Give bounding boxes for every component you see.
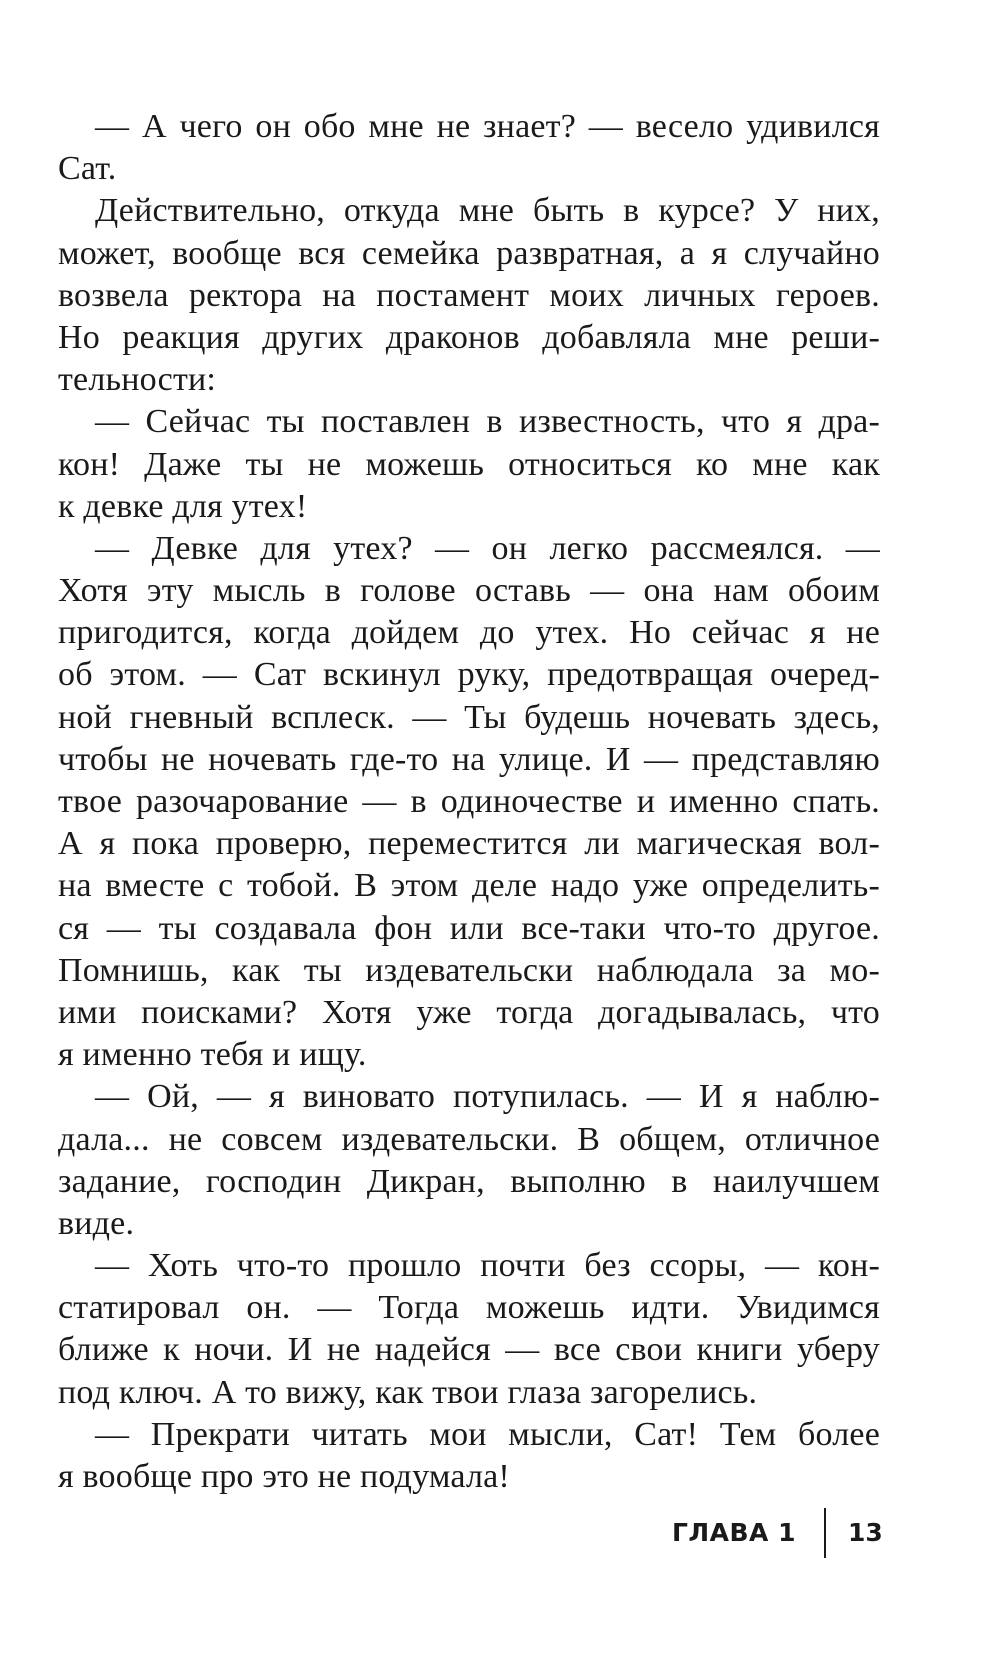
page-footer: [0, 1508, 1000, 1560]
text-line: Действительно, откуда мне быть в курсе? У них,: [95, 192, 880, 230]
body-text: [58, 106, 880, 1498]
footer-divider: [824, 1508, 826, 1558]
text-line: к девке для утех!: [58, 487, 308, 525]
text-line: тельности:: [58, 361, 217, 399]
text-line: об этом. — Сат вскинул руку, предотвращая очеред-: [58, 656, 880, 694]
text-line: возвела ректора на постамент моих личных героев.: [58, 276, 880, 314]
paragraph: [58, 401, 880, 528]
text-line: — Ой, — я виновато потупилась. — И я наблю-: [95, 1078, 880, 1116]
text-line: — Девке для утех? — он легко рассмеялся. —: [95, 529, 880, 567]
text-line: ся — ты создавала фон или все-таки что-то другое.: [58, 909, 880, 947]
text-line: твое разочарование — в одиночестве и именно спать.: [58, 783, 880, 820]
text-line: я вообще про это не подумала!: [58, 1458, 510, 1495]
text-line: Сат.: [58, 150, 117, 188]
text-line: ими поисками? Хотя уже тогда догадывалась, что: [58, 993, 880, 1031]
text-line: виде.: [58, 1204, 135, 1242]
paragraph: [58, 1076, 880, 1245]
text-line: Но реакция других драконов добавляла мне реши-: [58, 318, 880, 356]
text-line: — Хоть что-то прошло почти без ссоры, — кон-: [95, 1247, 880, 1285]
text-line: на вместе с тобой. В этом деле надо уже определить-: [58, 867, 880, 905]
paragraph: [58, 1414, 880, 1498]
paragraph: [58, 106, 880, 190]
text-line: дала... не совсем издевательски. В общем, отличное: [58, 1120, 880, 1158]
text-line: — Прекрати читать мои мысли, Сат! Тем более: [95, 1415, 880, 1453]
text-line: я именно тебя и ищу.: [58, 1036, 367, 1074]
paragraph: [58, 190, 880, 401]
text-line: чтобы не ночевать где-то на улице. И — представляю: [58, 740, 880, 778]
text-line: задание, господин Дикран, выполню в наилучшем: [58, 1162, 880, 1200]
text-line: пригодится, когда дойдем до утех. Но сейчас я не: [58, 614, 880, 652]
text-line: Хотя эту мысль в голове оставь — она нам обоим: [58, 572, 880, 610]
chapter-label: ГЛАВА 1: [671, 1518, 796, 1547]
text-line: ближе к ночи. И не надейся — все свои книги уберу: [58, 1331, 880, 1369]
text-line: под ключ. А то вижу, как твои глаза загорелись.: [58, 1373, 758, 1411]
text-line: — А чего он обо мне не знает? — весело удивился: [95, 108, 880, 145]
text-line: Помнишь, как ты издевательски наблюдала за мо-: [58, 951, 880, 989]
text-line: ной гневный всплеск. — Ты будешь ночевать здесь,: [58, 698, 880, 736]
text-line: — Сейчас ты поставлен в известность, что я дра-: [95, 403, 880, 441]
text-line: кон! Даже ты не можешь относиться ко мне как: [58, 445, 880, 483]
text-line: статировал он. — Тогда можешь идти. Увидимся: [58, 1289, 880, 1327]
text-line: может, вообще вся семейка развратная, а я случайно: [58, 234, 880, 272]
paragraph: [58, 1245, 880, 1414]
paragraph: [58, 528, 880, 1076]
page-number: 13: [848, 1518, 883, 1547]
text-line: А я пока проверю, переместится ли магическая вол-: [58, 825, 880, 863]
